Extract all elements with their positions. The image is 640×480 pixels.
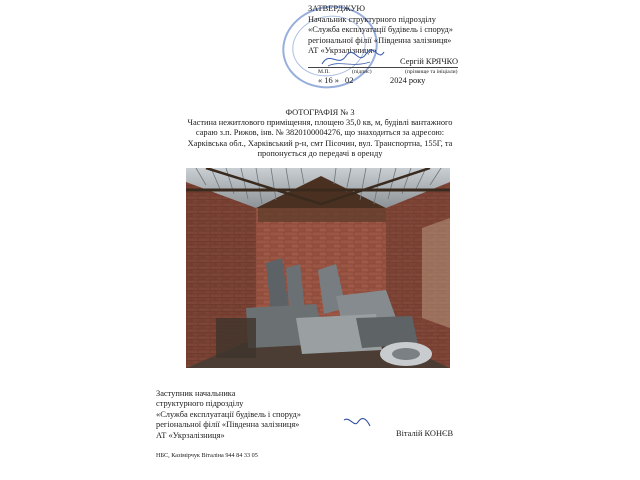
deputy-signature-image bbox=[340, 414, 374, 434]
approval-signature-image bbox=[318, 46, 388, 72]
approval-line: Начальник структурного підрозділу bbox=[308, 14, 436, 24]
approval-line: «Служба експлуатації будівель і споруд» bbox=[308, 25, 453, 34]
mp-label: М.П. bbox=[318, 69, 330, 75]
description-line: пропонується до передачі в оренду bbox=[257, 149, 383, 159]
date-month: 02 bbox=[345, 76, 354, 85]
document-description bbox=[0, 118, 640, 160]
deputy-line: регіональної філії «Південна залізниця» bbox=[156, 420, 300, 430]
deputy-line: АТ «Укрзалізниця» bbox=[156, 430, 225, 440]
date-day: « 16 » bbox=[318, 76, 339, 85]
shed-photo bbox=[186, 168, 450, 368]
date-year: 2024 року bbox=[390, 76, 426, 85]
deputy-block bbox=[156, 389, 301, 441]
deputy-line: структурного підрозділу bbox=[156, 399, 244, 409]
description-line: Харківська обл., Харківський р-н, смт Пісочин, вул. Транспортна, 155Г, та bbox=[187, 138, 453, 148]
approval-line: АТ «Укрзалізниця» bbox=[308, 46, 377, 55]
name-hint: (прізвище та ініціали) bbox=[405, 69, 458, 75]
approval-line: регіональної філії «Південна залізниця» bbox=[308, 35, 452, 45]
description-line: Частина нежитлового приміщення, площею 35,0 кв, м, будівлі вантажного bbox=[187, 118, 453, 127]
approval-heading: ЗАТВЕРДЖУЮ bbox=[308, 4, 365, 13]
deputy-signer-name: Віталій КОНЄВ bbox=[396, 429, 454, 438]
approval-signer-name: Сергій КРЯЧКО bbox=[400, 57, 459, 66]
deputy-line: Заступник начальника bbox=[156, 389, 236, 398]
document-title: ФОТОГРАФІЯ № 3 bbox=[285, 108, 355, 117]
contact-footer: НБС, Казімірчук Віталіна 944 84 33 05 bbox=[156, 452, 258, 459]
description-line: сараю з.п. Рижов, інв. № 3820100004276, що знаходиться за адресою: bbox=[195, 128, 445, 138]
signature-hint: (підпис) bbox=[352, 69, 372, 75]
deputy-line: «Служба експлуатації будівель і споруд» bbox=[156, 409, 301, 419]
